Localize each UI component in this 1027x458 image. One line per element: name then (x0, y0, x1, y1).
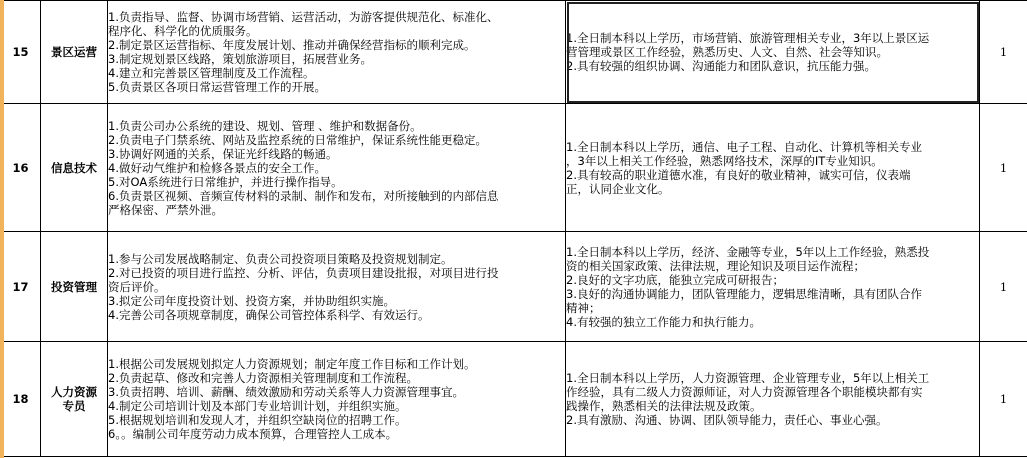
duties-cell[interactable] (108, 104, 566, 232)
requirement-line: 2.良好的文字功底，能独立完成可研报告； (566, 272, 784, 287)
requirement-line: 精神； (566, 300, 601, 315)
duty-line: 4.完善公司各项规章制度，确保公司管控体系科学、有效运行。 (108, 307, 430, 322)
department-cell[interactable] (41, 342, 108, 457)
department-line: 人力资源 (51, 385, 97, 399)
duty-line: 资后评价。 (108, 279, 166, 294)
requirement-line: 营管理或景区工作经验，熟悉历史、人文、自然、社会等知识。 (566, 45, 888, 59)
duty-line: 5.负责景区各项日常运营管理工作的开展。 (108, 80, 326, 94)
duty-line: 4.建立和完善景区管理制度及工作流程。 (108, 66, 315, 80)
duty-line: 5.对OA系统进行日常维护，并进行操作指导。 (108, 174, 343, 189)
requirement-line: 践操作，熟悉相关的法律法规及政策。 (566, 399, 762, 413)
row-number[interactable]: 15 (1, 1, 41, 104)
table-row (1, 342, 1027, 457)
duty-line: 3.制定规划景区线路，策划旅游项目，拓展营业务。 (108, 52, 372, 66)
requirement-line: 4.有较强的独立工作能力和执行能力。 (566, 314, 761, 329)
duty-line: 3.协调好网通的关系，保证光纤线路的畅通。 (108, 146, 338, 161)
headcount-cell[interactable]: 1 (980, 1, 1027, 104)
duty-line: 3.拟定公司年度投资计划、投资方案，并协助组织实施。 (108, 293, 395, 308)
requirements-cell[interactable] (566, 342, 980, 457)
requirement-line: 3.良好的沟通协调能力，团队管理能力，逻辑思维清晰，具有团队合作 (566, 286, 922, 301)
duty-line: 2.对已投资的项目进行监控、分析、评估，负责项目建设批报，对项目进行投 (108, 265, 499, 280)
requirement-line: ，3年以上相关工作经验，熟悉网络技术，深厚的IT专业知识。 (566, 153, 883, 168)
row-number[interactable]: 17 (1, 232, 41, 342)
department-cell[interactable]: 景区运营 (41, 1, 108, 104)
requirement-line: 资的相关国家政策、法律法规，理论知识及项目运作流程； (566, 258, 865, 273)
requirement-line: 2.具有较高的职业道德水准，有良好的敬业精神，诚实可信，仪表端 (566, 167, 911, 182)
row-number[interactable]: 18 (1, 342, 41, 457)
duty-line: 严格保密、严禁外泄。 (108, 202, 223, 217)
duty-line: 6。。编制公司年度劳动力成本预算，合理管控人工成本。 (108, 427, 398, 441)
requirement-line: 正，认同企业文化。 (566, 181, 670, 196)
duties-cell[interactable] (108, 1, 566, 104)
table-row (1, 104, 1027, 232)
duty-line: 2.制定景区运营指标、年度发展计划、推动并确保经营指标的顺利完成。 (108, 38, 476, 52)
requirement-line: 1.全日制本科以上学历，通信、电子工程、自动化、计算机等相关专业 (566, 139, 922, 154)
table-row (1, 1, 1027, 104)
requirements-cell[interactable] (566, 232, 980, 342)
duty-line: 1.负责指导、监督、协调市场营销、运营活动，为游客提供规范化、标准化、 (108, 10, 499, 24)
duty-line: 1.参与公司发展战略制定、负责公司投资项目策略及投资规划制定。 (108, 251, 453, 266)
requirement-line: 2.具有较强的组织协调、沟通能力和团队意识，抗压能力强。 (566, 59, 876, 73)
department-cell[interactable]: 信息技术 (41, 104, 108, 232)
headcount-cell[interactable]: 1 (980, 104, 1027, 232)
duty-line: 1.根据公司发展规划拟定人力资源规划；制定年度工作目标和工作计划。 (108, 357, 476, 371)
requirement-line: 1.全日制本科以上学历，经济、金融等专业，5年以上工作经验，熟悉投 (566, 244, 930, 259)
duty-line: 3.负责招聘、培训、薪酬、绩效激励和劳动关系等人力资源管理事宜。 (108, 385, 464, 399)
duty-line: 2.负责电子门禁系统、网站及监控系统的日常维护，保证系统性能更稳定。 (108, 132, 487, 147)
row-header-highlight (0, 0, 4, 458)
duties-cell[interactable] (108, 232, 566, 342)
requirement-line: 1.全日制本科以上学历，人力资源管理、企业管理专业，5年以上相关工 (566, 371, 930, 385)
duty-line: 1.负责公司办公系统的建设、规划、管理 、维护和数据备份。 (108, 118, 422, 133)
table-row (1, 232, 1027, 342)
department-cell[interactable]: 投资管理 (41, 232, 108, 342)
row-number[interactable]: 16 (1, 104, 41, 232)
requirement-line: 2.具有激励、沟通、协调、团队领导能力，责任心、事业心强。 (566, 413, 888, 427)
duty-line: 4.做好动气维护和检修各景点的安全工作。 (108, 160, 326, 175)
requirements-cell-selected[interactable] (566, 1, 980, 104)
duty-line: 4.制定公司培训计划及本部门专业培训计划，并组织实施。 (108, 399, 407, 413)
duty-line: 2.负责起草、修改和完善人力资源相关管理制度和工作流程。 (108, 371, 418, 385)
requirement-line: 1.全日制本科以上学历，市场营销、旅游管理相关专业，3年以上景区运 (566, 31, 930, 45)
headcount-cell[interactable]: 1 (980, 342, 1027, 457)
duties-cell[interactable] (108, 342, 566, 457)
department-line: 专员 (62, 399, 86, 413)
duty-line: 程序化、科学化的优质服务。 (108, 24, 258, 38)
requirement-line: 作经验，具有二级人力资源师证，对人力资源管理各个职能模块都有实 (566, 385, 923, 399)
headcount-cell[interactable]: 1 (980, 232, 1027, 342)
requirements-cell[interactable] (566, 104, 980, 232)
duty-line: 5.根据规划培训和发现人才，并组织空缺岗位的招聘工作。 (108, 413, 407, 427)
duty-line: 6.负责景区视频、音频宣传材料的录制、制作和发布，对所接触到的内部信息 (108, 188, 499, 203)
